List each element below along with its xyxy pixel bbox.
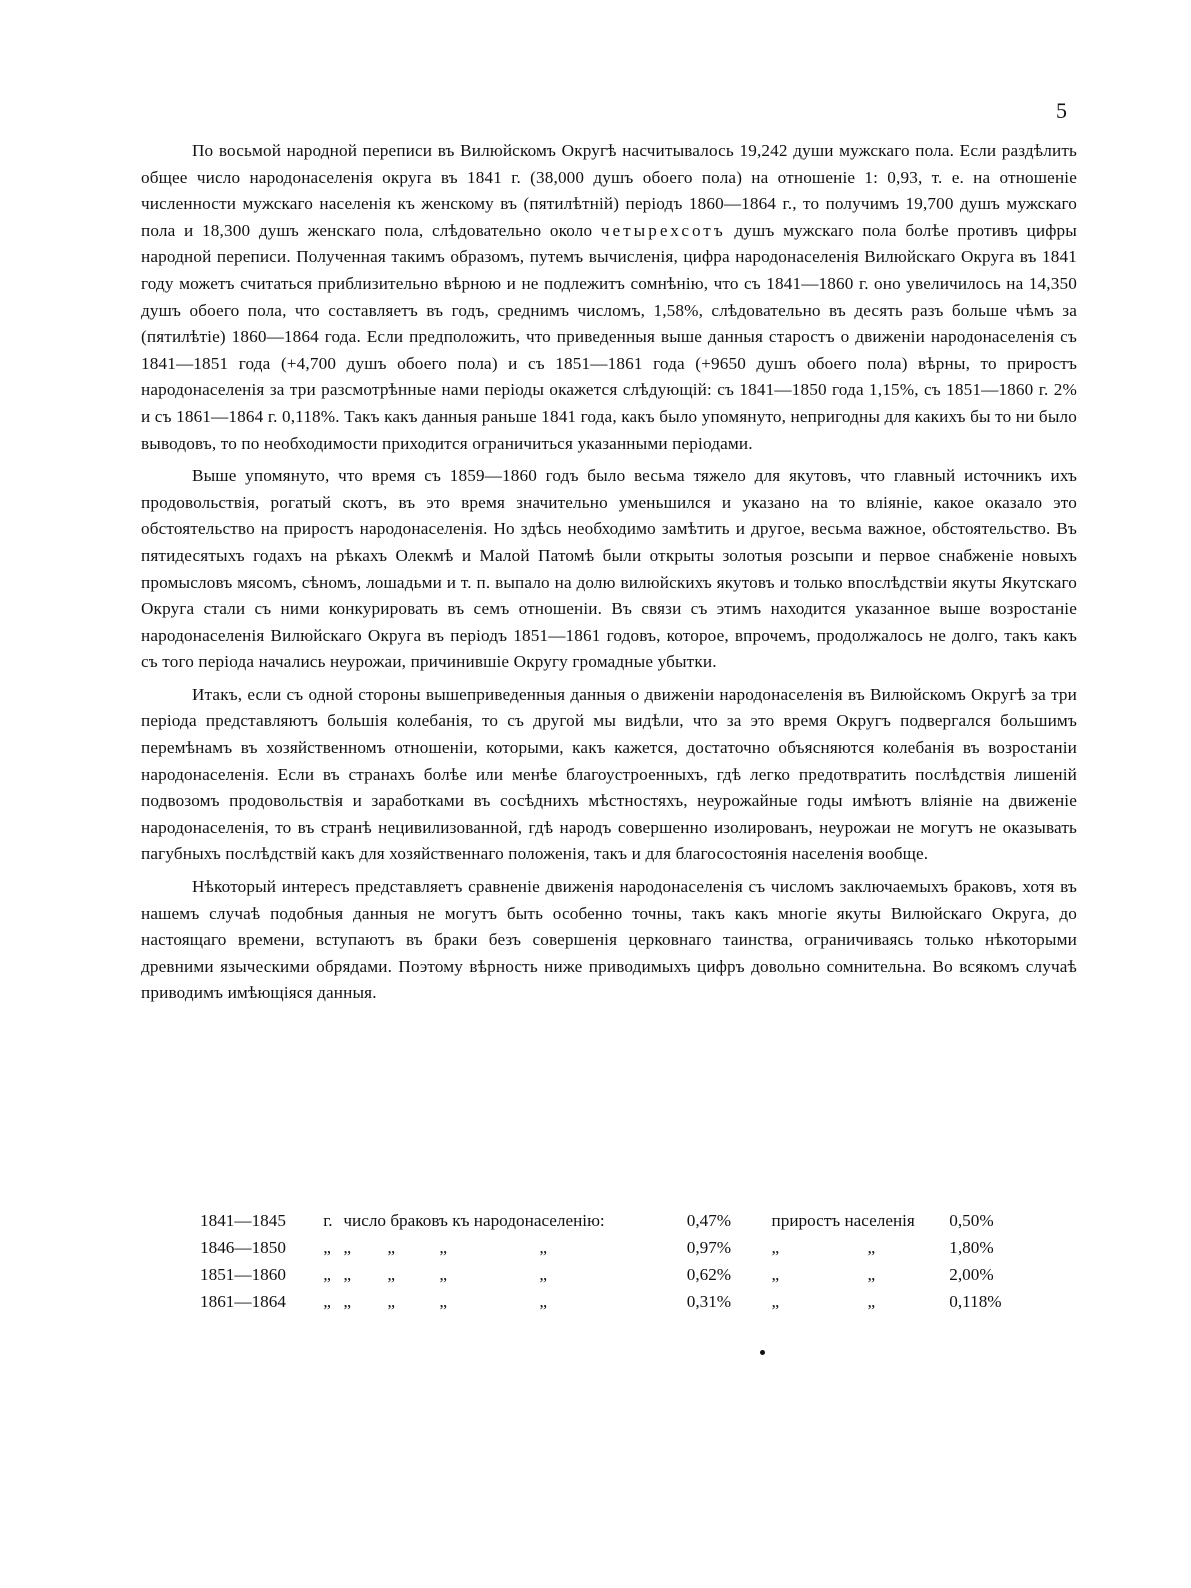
paragraph-1-spaced-word: четырехсотъ xyxy=(600,220,726,240)
ditto-mark: „ xyxy=(771,1291,780,1311)
ditto-group xyxy=(343,1234,686,1261)
ditto-group xyxy=(772,1288,950,1315)
paragraph-2: Выше упомянуто, что время съ 1859—1860 годъ было весьма тяжело для якутовъ, что главный источникъ ихъ продовольствія, рогатый скотъ, въ это время значительно уменьшился и указано на то вліяніе, какое оказало это обстоятельство на приростъ народонаселенія. Но здѣсь необходимо замѣтить и другое, весьма важное, обстоятельство. Въ пятидесятыхъ годахъ на рѣкахъ Олекмѣ и Малой Патомѣ были открыты золотыя розсыпи и первое снабженіе новыхъ промысловъ мясомъ, сѣномъ, лошадьми и т. п. выпало на долю вилюйскихъ якутовъ и только впослѣдствіи якуты Якутскаго Округа стали съ ними конкурировать въ семъ отношеніи. Въ связи съ этимъ находится указанное выше возростаніе народонаселенія Вилюйскаго Округа въ періодъ 1851—1861 годовъ, которое, впрочемъ, продолжалось не долго, такъ какъ съ того періода начались неурожаи, причинившіе Округу громадные убытки. xyxy=(141,466,1077,672)
ditto-mark: „ xyxy=(867,1237,876,1257)
paragraph-4: Нѣкоторый интересъ представляетъ сравненіе движенія народонаселенія съ числомъ заключаемыхъ браковъ, хотя въ нашемъ случаѣ подобныя данныя не могутъ быть особенно точны, такъ какъ многіе якуты Вилюйскаго Округа, до настоящаго времени, вступаютъ въ браки безъ совершенія церковнаго таинства, ограничиваясь только нѣкоторыми древними языческими обрядами. Поэтому вѣрность ниже приводимыхъ цифръ довольно сомнительна. Во всякомъ случаѣ приводимъ имѣющіяся данныя. xyxy=(141,877,1077,1003)
ditto-mark: „ xyxy=(771,1237,780,1257)
ditto-group xyxy=(343,1288,686,1315)
ditto-mark: „ xyxy=(387,1291,396,1311)
marriages-cell: 0,31% xyxy=(686,1291,732,1311)
ditto-mark: „ xyxy=(343,1237,352,1257)
print-dot xyxy=(760,1350,765,1355)
ditto-group xyxy=(343,1261,686,1288)
ditto-mark: „ xyxy=(539,1291,548,1311)
marriages-cell: 0,62% xyxy=(686,1264,732,1284)
ditto-mark: „ xyxy=(539,1264,548,1284)
table-row xyxy=(200,1288,1020,1315)
ditto-mark: „ xyxy=(867,1264,876,1284)
page-number: 5 xyxy=(1056,98,1067,123)
period-cell: 1861—1864 xyxy=(200,1291,286,1311)
paragraph-3: Итакъ, если съ одной стороны вышеприведенныя данныя о движеніи народонаселенія въ Вилюйскомъ Округѣ за три періода представляютъ большія колебанія, то съ другой мы видѣли, что за это время Округъ подвергался большимъ перемѣнамъ въ хозяйственномъ отношеніи, которыми, какъ кажется, достаточно объясняются колебанія въ возростаніи народонаселенія. Если въ странахъ болѣе или менѣе благоустроенныхъ, гдѣ легко предотвратить послѣдствія лишеній подвозомъ продовольствія и заработками въ сосѣднихъ мѣстностяхъ, неурожайные годы имѣютъ вліяніе на движеніе народонаселенія, то въ странѣ нецивилизованной, гдѣ народъ совершенно изолированъ, неурожаи не могутъ не оказывать пагубныхъ послѣдствій какъ для хозяйственнаго положенія, такъ и для благосостоянія населенія вообще. xyxy=(141,684,1077,864)
body-text xyxy=(141,138,1077,1013)
ditto-group xyxy=(772,1234,950,1261)
table-row xyxy=(200,1207,1020,1234)
ditto-mark: „ xyxy=(387,1264,396,1284)
year-abbrev-cell: г. xyxy=(323,1210,333,1230)
marriage-growth-table xyxy=(200,1207,1020,1315)
ditto-group xyxy=(772,1261,950,1288)
table-row xyxy=(200,1261,1020,1288)
ditto-mark: „ xyxy=(343,1291,352,1311)
paragraph-1-part-2: душъ мужскаго пола болѣе противъ цифры народной переписи. Полученная такимъ образомъ, путемъ вычисленія, цифра народонаселенія Вилюйскаго Округа въ 1841 году можетъ считаться приблизительно вѣрною и не подлежитъ сомнѣнію, что съ 1841—1860 г. оно увеличилось на 14,350 душъ обоего пола, что составляетъ въ годъ, среднимъ числомъ, 1,58%, слѣдовательно въ десять разъ больше чѣмъ за (пятилѣтіе) 1860—1864 года. Если предположить, что приведенныя выше данныя старостъ о движеніи народонаселенія съ 1841—1851 года (+4,700 душъ обоего пола) и съ 1851—1861 года (+9650 душъ обоего пола) вѣрны, то приростъ народонаселенія за три разсмотрѣнные нами періоды окажется слѣдующій: съ 1841—1850 года 1,15%, съ 1851—1860 г. 2% и съ 1861—1864 г. 0,118%. Такъ какъ данныя раньше 1841 года, какъ было упомянуто, непригодны для какихъ бы то ни было выводовъ, то по необходимости приходится ограничиться указанными періодами. xyxy=(141,220,1078,453)
growth-cell: 1,80% xyxy=(949,1237,994,1257)
ditto-mark: „ xyxy=(439,1291,448,1311)
ditto-cell: „ xyxy=(323,1291,331,1311)
ditto-mark: „ xyxy=(867,1291,876,1311)
ditto-mark: „ xyxy=(539,1237,548,1257)
growth-cell: 0,118% xyxy=(949,1291,1002,1311)
growth-label-cell: приростъ населенія xyxy=(771,1210,915,1230)
ditto-mark: „ xyxy=(343,1264,352,1284)
marriages-cell: 0,47% xyxy=(686,1210,732,1230)
paragraph-1 xyxy=(141,138,1077,457)
table-row xyxy=(200,1234,1020,1261)
growth-cell: 0,50% xyxy=(949,1210,994,1230)
marriages-cell: 0,97% xyxy=(686,1237,732,1257)
ditto-cell: „ xyxy=(323,1264,331,1284)
growth-cell: 2,00% xyxy=(949,1264,994,1284)
period-cell: 1851—1860 xyxy=(200,1264,286,1284)
ditto-mark: „ xyxy=(439,1237,448,1257)
ditto-mark: „ xyxy=(387,1237,396,1257)
ditto-cell: „ xyxy=(323,1237,331,1257)
period-cell: 1846—1850 xyxy=(200,1237,286,1257)
paragraph-1-part-1: По восьмой народной переписи въ Вилюйскомъ Округѣ насчитывалось 19,242 души мужскаго пола. Если раздѣлить общее число народонаселенія округа въ 1841 г. (38,000 душъ обоего пола) на отношеніе 1: 0,93, т. е. на отношеніе численности мужскаго населенія къ женскому въ (пятилѣтній) періодъ 1860—1864 г., то получимъ 19,700 душъ мужскаго пола и 18,300 душъ женскаго пола, слѣдовательно около xyxy=(141,141,1077,240)
period-cell: 1841—1845 xyxy=(200,1210,286,1230)
marriage-label-cell: число браковъ къ народонаселенію: xyxy=(343,1210,605,1230)
ditto-mark: „ xyxy=(439,1264,448,1284)
ditto-mark: „ xyxy=(771,1264,780,1284)
